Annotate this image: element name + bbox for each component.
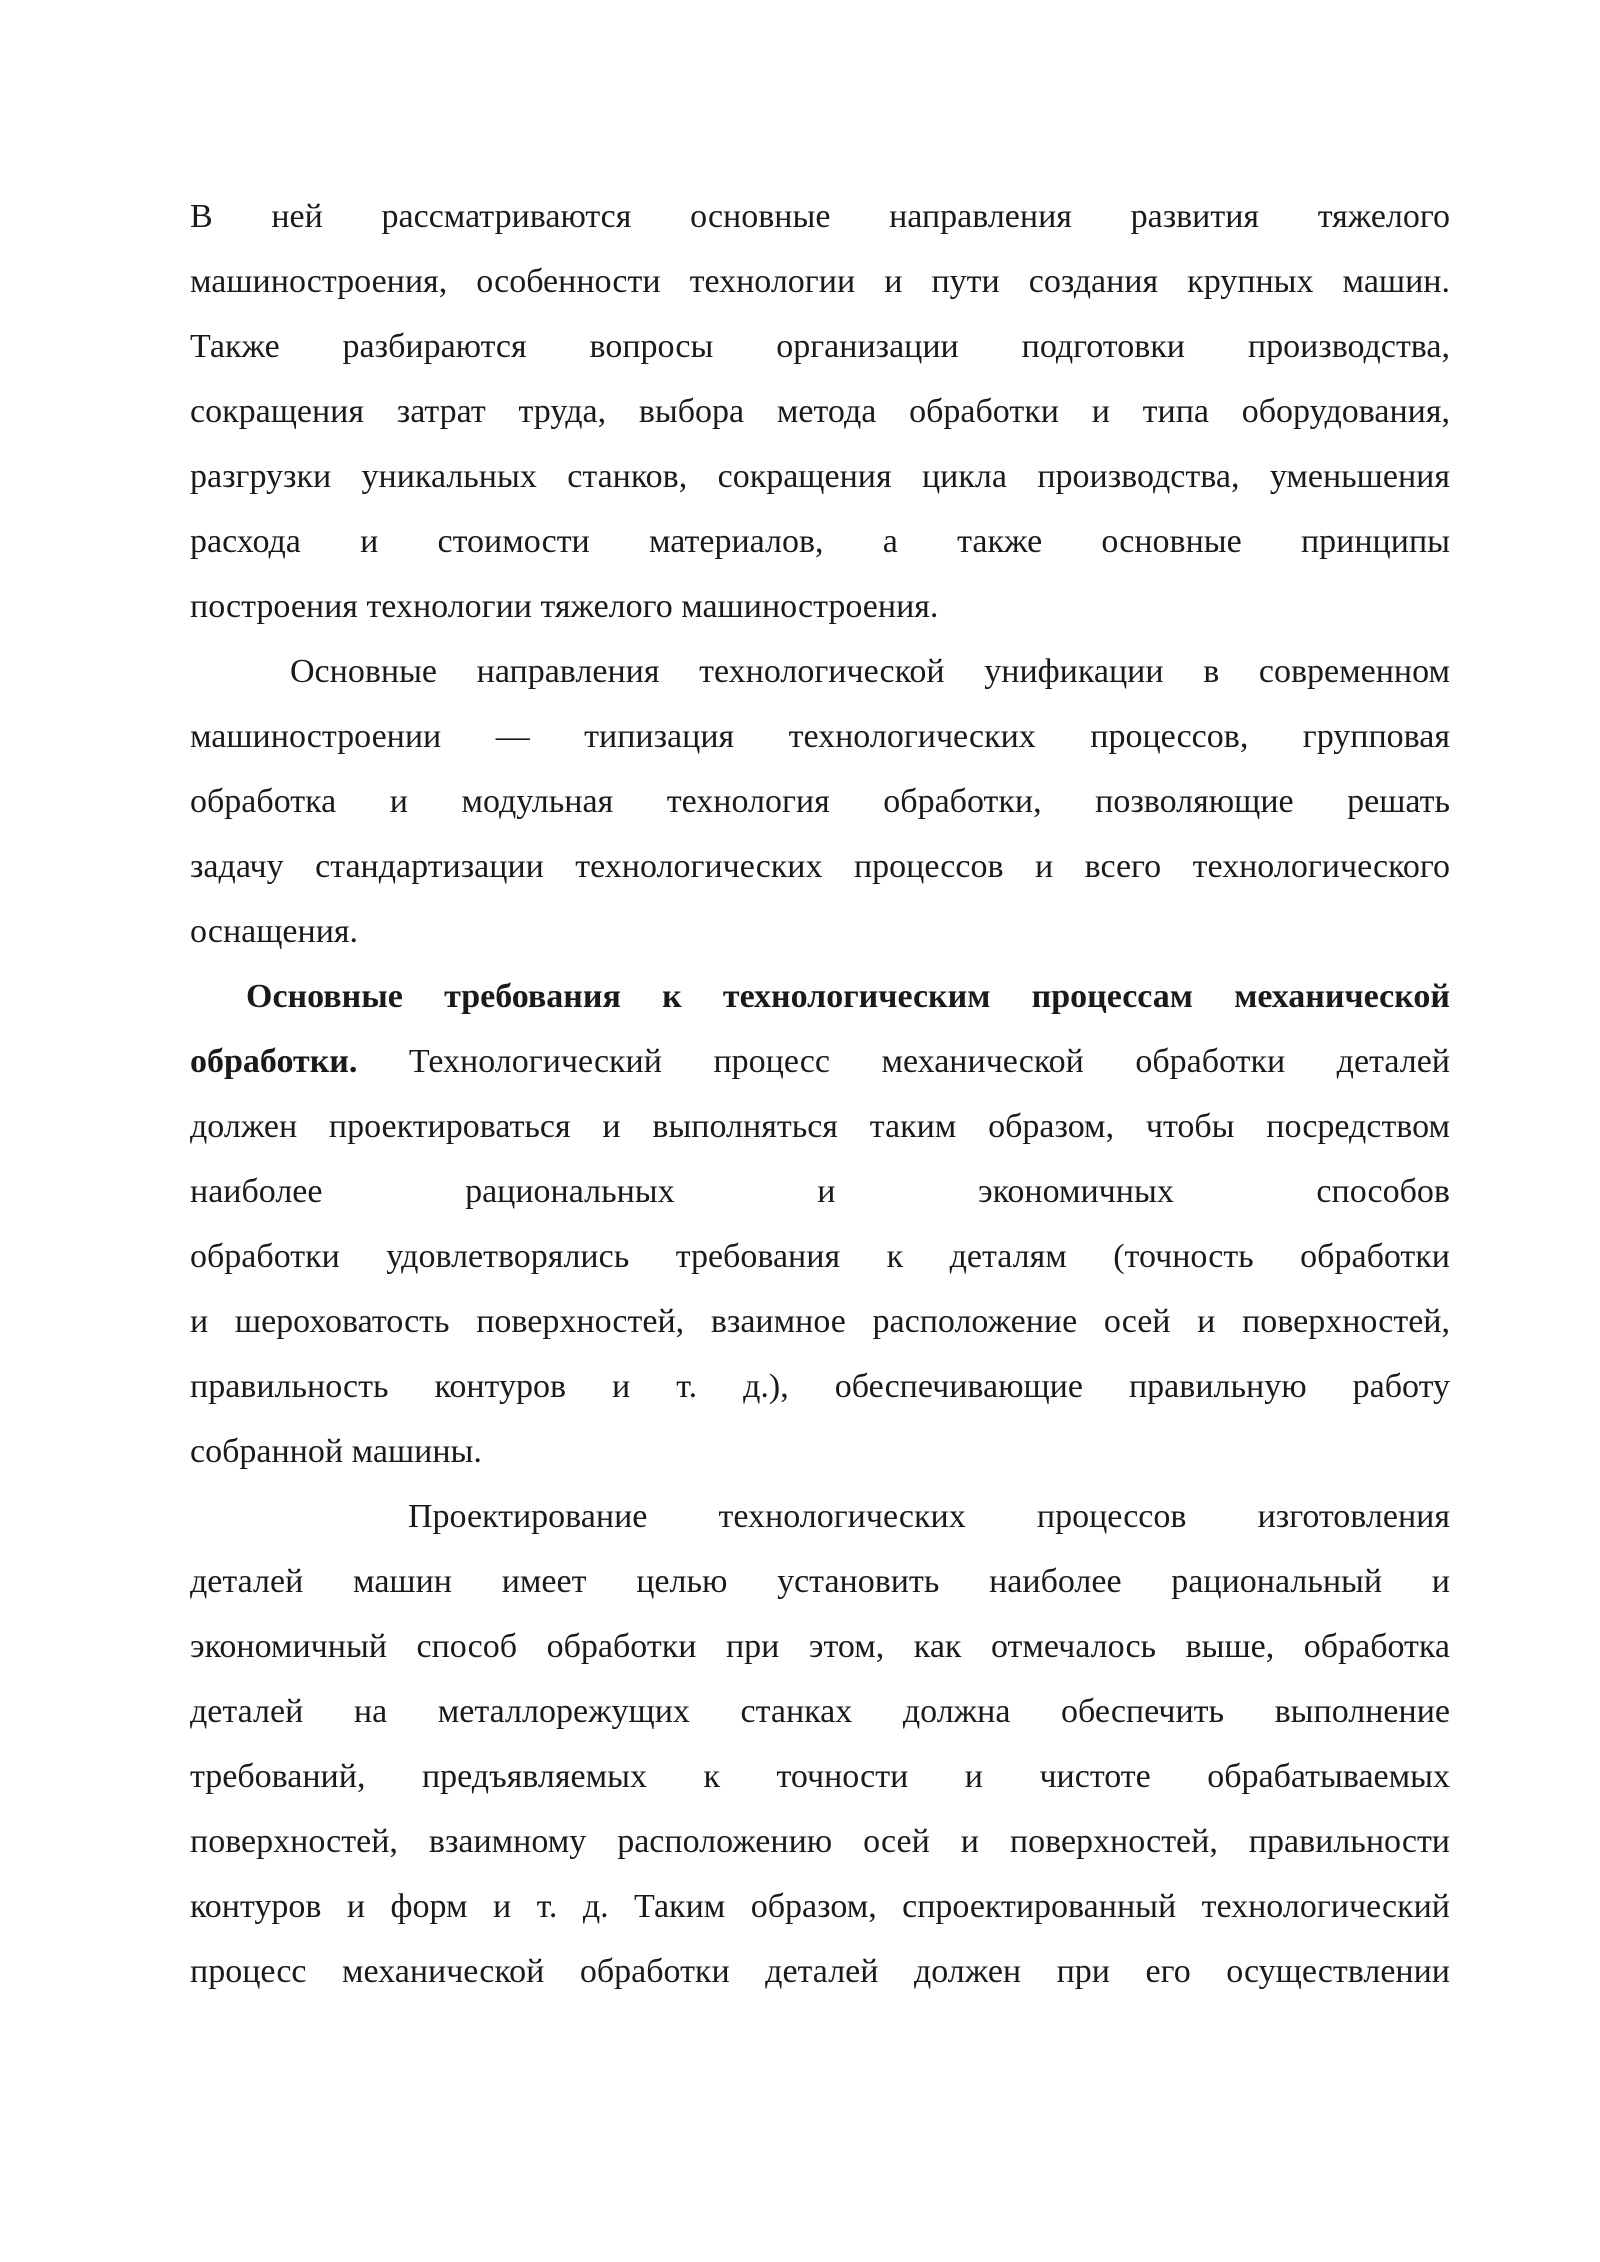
paragraph-text: разгрузки уникальных станков, сокращения цикла производства, уменьшения — [190, 458, 1450, 495]
paragraph-text: задачу стандартизации технологических процессов и всего технологического — [190, 848, 1450, 885]
text-line — [190, 184, 1450, 249]
document-body — [190, 184, 1450, 2004]
paragraph-text: требований, предъявляемых к точности и чистоте обрабатываемых — [190, 1758, 1450, 1795]
text-line — [190, 704, 1450, 769]
paragraph-text: машиностроении — типизация технологических процессов, групповая — [190, 718, 1450, 755]
text-line — [190, 1744, 1450, 1809]
paragraph-text: построения технологии тяжелого машиностроения. — [190, 588, 939, 625]
paragraph-text: машиностроения, особенности технологии и пути создания крупных машин. — [190, 263, 1450, 300]
text-line — [190, 1224, 1450, 1289]
text-line — [190, 1939, 1450, 2004]
paragraph-text: экономичный способ обработки при этом, как отмечалось выше, обработка — [190, 1628, 1450, 1665]
paragraph-text: контуров и форм и т. д. Таким образом, спроектированный технологический — [190, 1888, 1450, 1925]
paragraph-text: деталей на металлорежущих станках должна обеспечить выполнение — [190, 1693, 1450, 1730]
text-line — [190, 509, 1450, 574]
text-line — [190, 834, 1450, 899]
text-line — [190, 1549, 1450, 1614]
paragraph-text: деталей машин имеет целью установить наиболее рациональный и — [190, 1563, 1450, 1600]
text-line — [190, 899, 1450, 964]
paragraph-text: и шероховатость поверхностей, взаимное расположение осей и поверхностей, — [190, 1303, 1450, 1340]
text-line — [190, 314, 1450, 379]
text-line — [190, 1354, 1450, 1419]
paragraph-text: процесс механической обработки деталей должен при его осуществлении — [190, 1953, 1450, 1990]
paragraph-text: Основные направления технологической унификации в современном — [290, 653, 1450, 690]
paragraph-text: расхода и стоимости материалов, а также основные принципы — [190, 523, 1450, 560]
paragraph-text: должен проектироваться и выполняться таким образом, чтобы посредством — [190, 1108, 1450, 1145]
text-line — [190, 964, 1450, 1029]
text-line — [190, 249, 1450, 314]
paragraph-text: поверхностей, взаимному расположению осей и поверхностей, правильности — [190, 1823, 1450, 1860]
paragraph-text: собранной машины. — [190, 1433, 482, 1470]
text-line — [190, 574, 1450, 639]
text-line — [190, 1029, 1450, 1094]
text-line — [190, 1484, 1450, 1549]
paragraph-text: В ней рассматриваются основные направления развития тяжелого — [190, 198, 1450, 235]
paragraph-text: Проектирование технологических процессов изготовления — [408, 1498, 1450, 1535]
text-line — [190, 444, 1450, 509]
bold-heading-text: обработки. — [190, 1043, 358, 1080]
text-line — [190, 769, 1450, 834]
text-line — [190, 379, 1450, 444]
text-line — [190, 1614, 1450, 1679]
text-line — [190, 1289, 1450, 1354]
bold-heading-text: Основные требования к технологическим процессам механической — [246, 978, 1450, 1015]
text-line — [190, 1094, 1450, 1159]
text-line — [190, 1874, 1450, 1939]
text-line — [190, 1419, 1450, 1484]
paragraph-text: наиболее рациональных и экономичных способов — [190, 1173, 1450, 1210]
text-line — [190, 1809, 1450, 1874]
text-line — [190, 1159, 1450, 1224]
paragraph-text: обработка и модульная технология обработки, позволяющие решать — [190, 783, 1450, 820]
paragraph-text: обработки удовлетворялись требования к деталям (точность обработки — [190, 1238, 1450, 1275]
paragraph-text: Технологический процесс механической обработки деталей — [357, 1043, 1450, 1080]
paragraph-text: правильность контуров и т. д.), обеспечивающие правильную работу — [190, 1368, 1450, 1405]
paragraph-text: сокращения затрат труда, выбора метода обработки и типа оборудования, — [190, 393, 1450, 430]
text-line — [190, 639, 1450, 704]
text-line — [190, 1679, 1450, 1744]
paragraph-text: Также разбираются вопросы организации подготовки производства, — [190, 328, 1450, 365]
paragraph-text: оснащения. — [190, 913, 359, 950]
